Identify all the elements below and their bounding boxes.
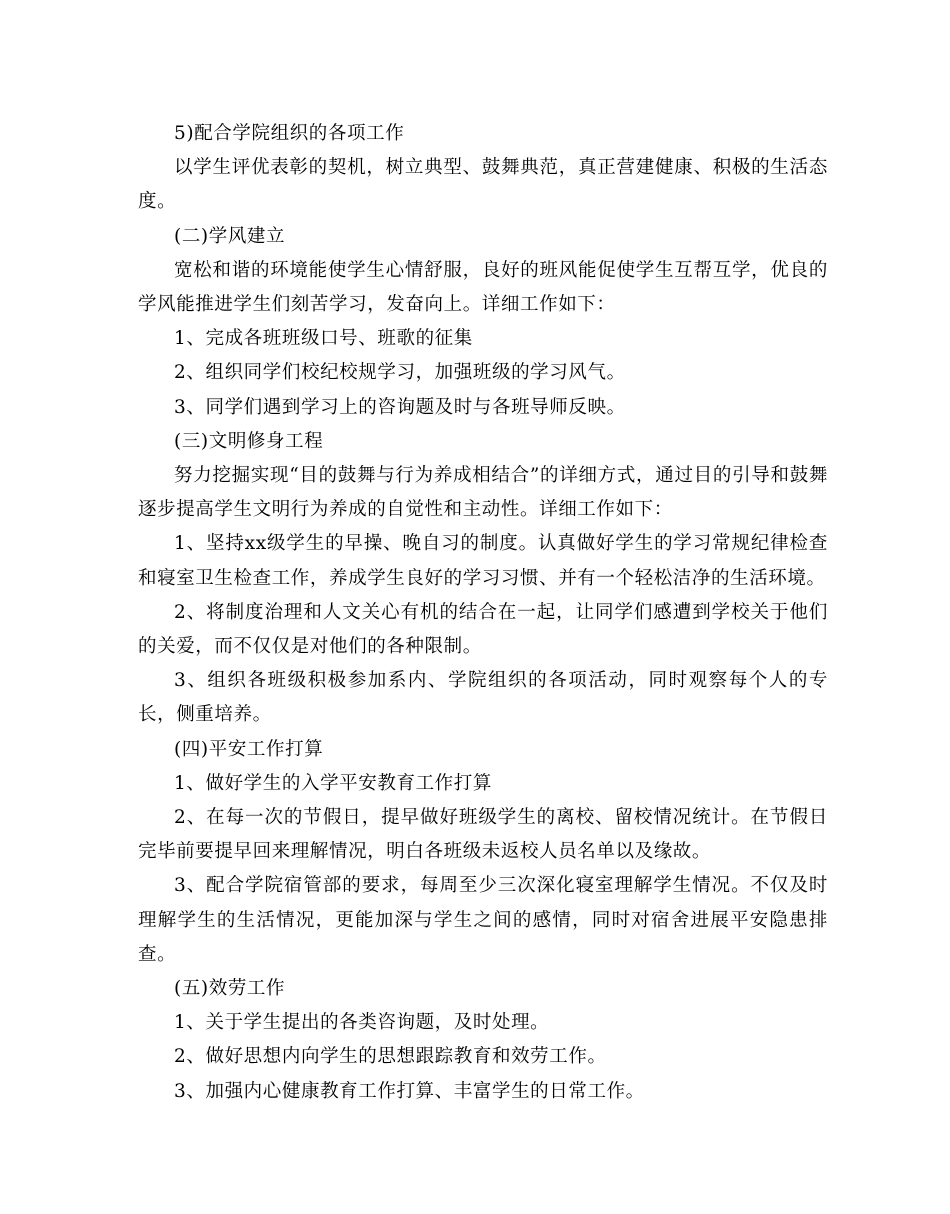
section-heading-safety: (四)平安工作打算 bbox=[174, 738, 324, 760]
list-item-safety-1: 1、做好学生的入学平安教育工作打算 bbox=[174, 772, 492, 794]
paragraph-civility-intro: 努力挖掘实现“目的鼓舞与行为养成相结合”的详细方式，通过目的引导和鼓舞逐步提高学生文明行为养成的自觉性和主动性。详细工作如下： bbox=[138, 465, 828, 521]
list-item-civility-3: 3、组织各班级积极参加系内、学院组织的各项活动，同时观察每个人的专长，侧重培养。 bbox=[138, 670, 828, 726]
list-item-service-1: 1、关于学生提出的各类咨询题，及时处理。 bbox=[174, 1012, 550, 1034]
section-heading-civility: (三)文明修身工程 bbox=[174, 430, 324, 452]
list-item-safety-3: 3、配合学院宿管部的要求，每周至少三次深化寝室理解学生情况。不仅及时理解学生的生活情况，更能加深与学生之间的感情，同时对宿舍进展平安隐患排查。 bbox=[138, 875, 828, 965]
list-item-study-2: 2、组织同学们校纪校规学习，加强班级的学习风气。 bbox=[174, 362, 626, 384]
paragraph-commendation: 以学生评优表彰的契机，树立典型、鼓舞典范，真正营建健康、积极的生活态度。 bbox=[138, 157, 828, 213]
list-item-service-3: 3、加强内心健康教育工作打算、丰富学生的日常工作。 bbox=[174, 1080, 645, 1102]
list-item-service-2: 2、做好思想内向学生的思想跟踪教育和效劳工作。 bbox=[174, 1046, 607, 1068]
paragraph-item-5-heading: 5)配合学院组织的各项工作 bbox=[174, 123, 405, 144]
paragraph-study-style-intro: 宽松和谐的环境能使学生心情舒服，良好的班风能促使学生互帮互学，优良的学风能推进学生们刻苦学习，发奋向上。详细工作如下： bbox=[138, 259, 828, 316]
list-item-civility-1: 1、坚持xx级学生的早操、晚自习的制度。认真做好学生的学习常规纪律检查和寝室卫生检查工作，养成学生良好的学习习惯、并有一个轻松洁净的生活环境。 bbox=[138, 533, 828, 589]
section-heading-service: (五)效劳工作 bbox=[174, 978, 286, 1000]
list-item-study-3: 3、同学们遇到学习上的咨询题及时与各班导师反映。 bbox=[174, 396, 626, 418]
list-item-safety-2: 2、在每一次的节假日，提早做好班级学生的离校、留校情况统计。在节假日完毕前要提早回来理解情况，明白各班级未返校人员名单以及缘故。 bbox=[138, 807, 828, 863]
list-item-civility-2: 2、将制度治理和人文关心有机的结合在一起，让同学们感遭到学校关于他们的关爱，而不仅仅是对他们的各种限制。 bbox=[138, 601, 828, 658]
list-item-study-1: 1、完成各班班级口号、班歌的征集 bbox=[174, 328, 473, 350]
section-heading-study-style: (二)学风建立 bbox=[174, 225, 286, 247]
document-body bbox=[138, 117, 828, 1109]
